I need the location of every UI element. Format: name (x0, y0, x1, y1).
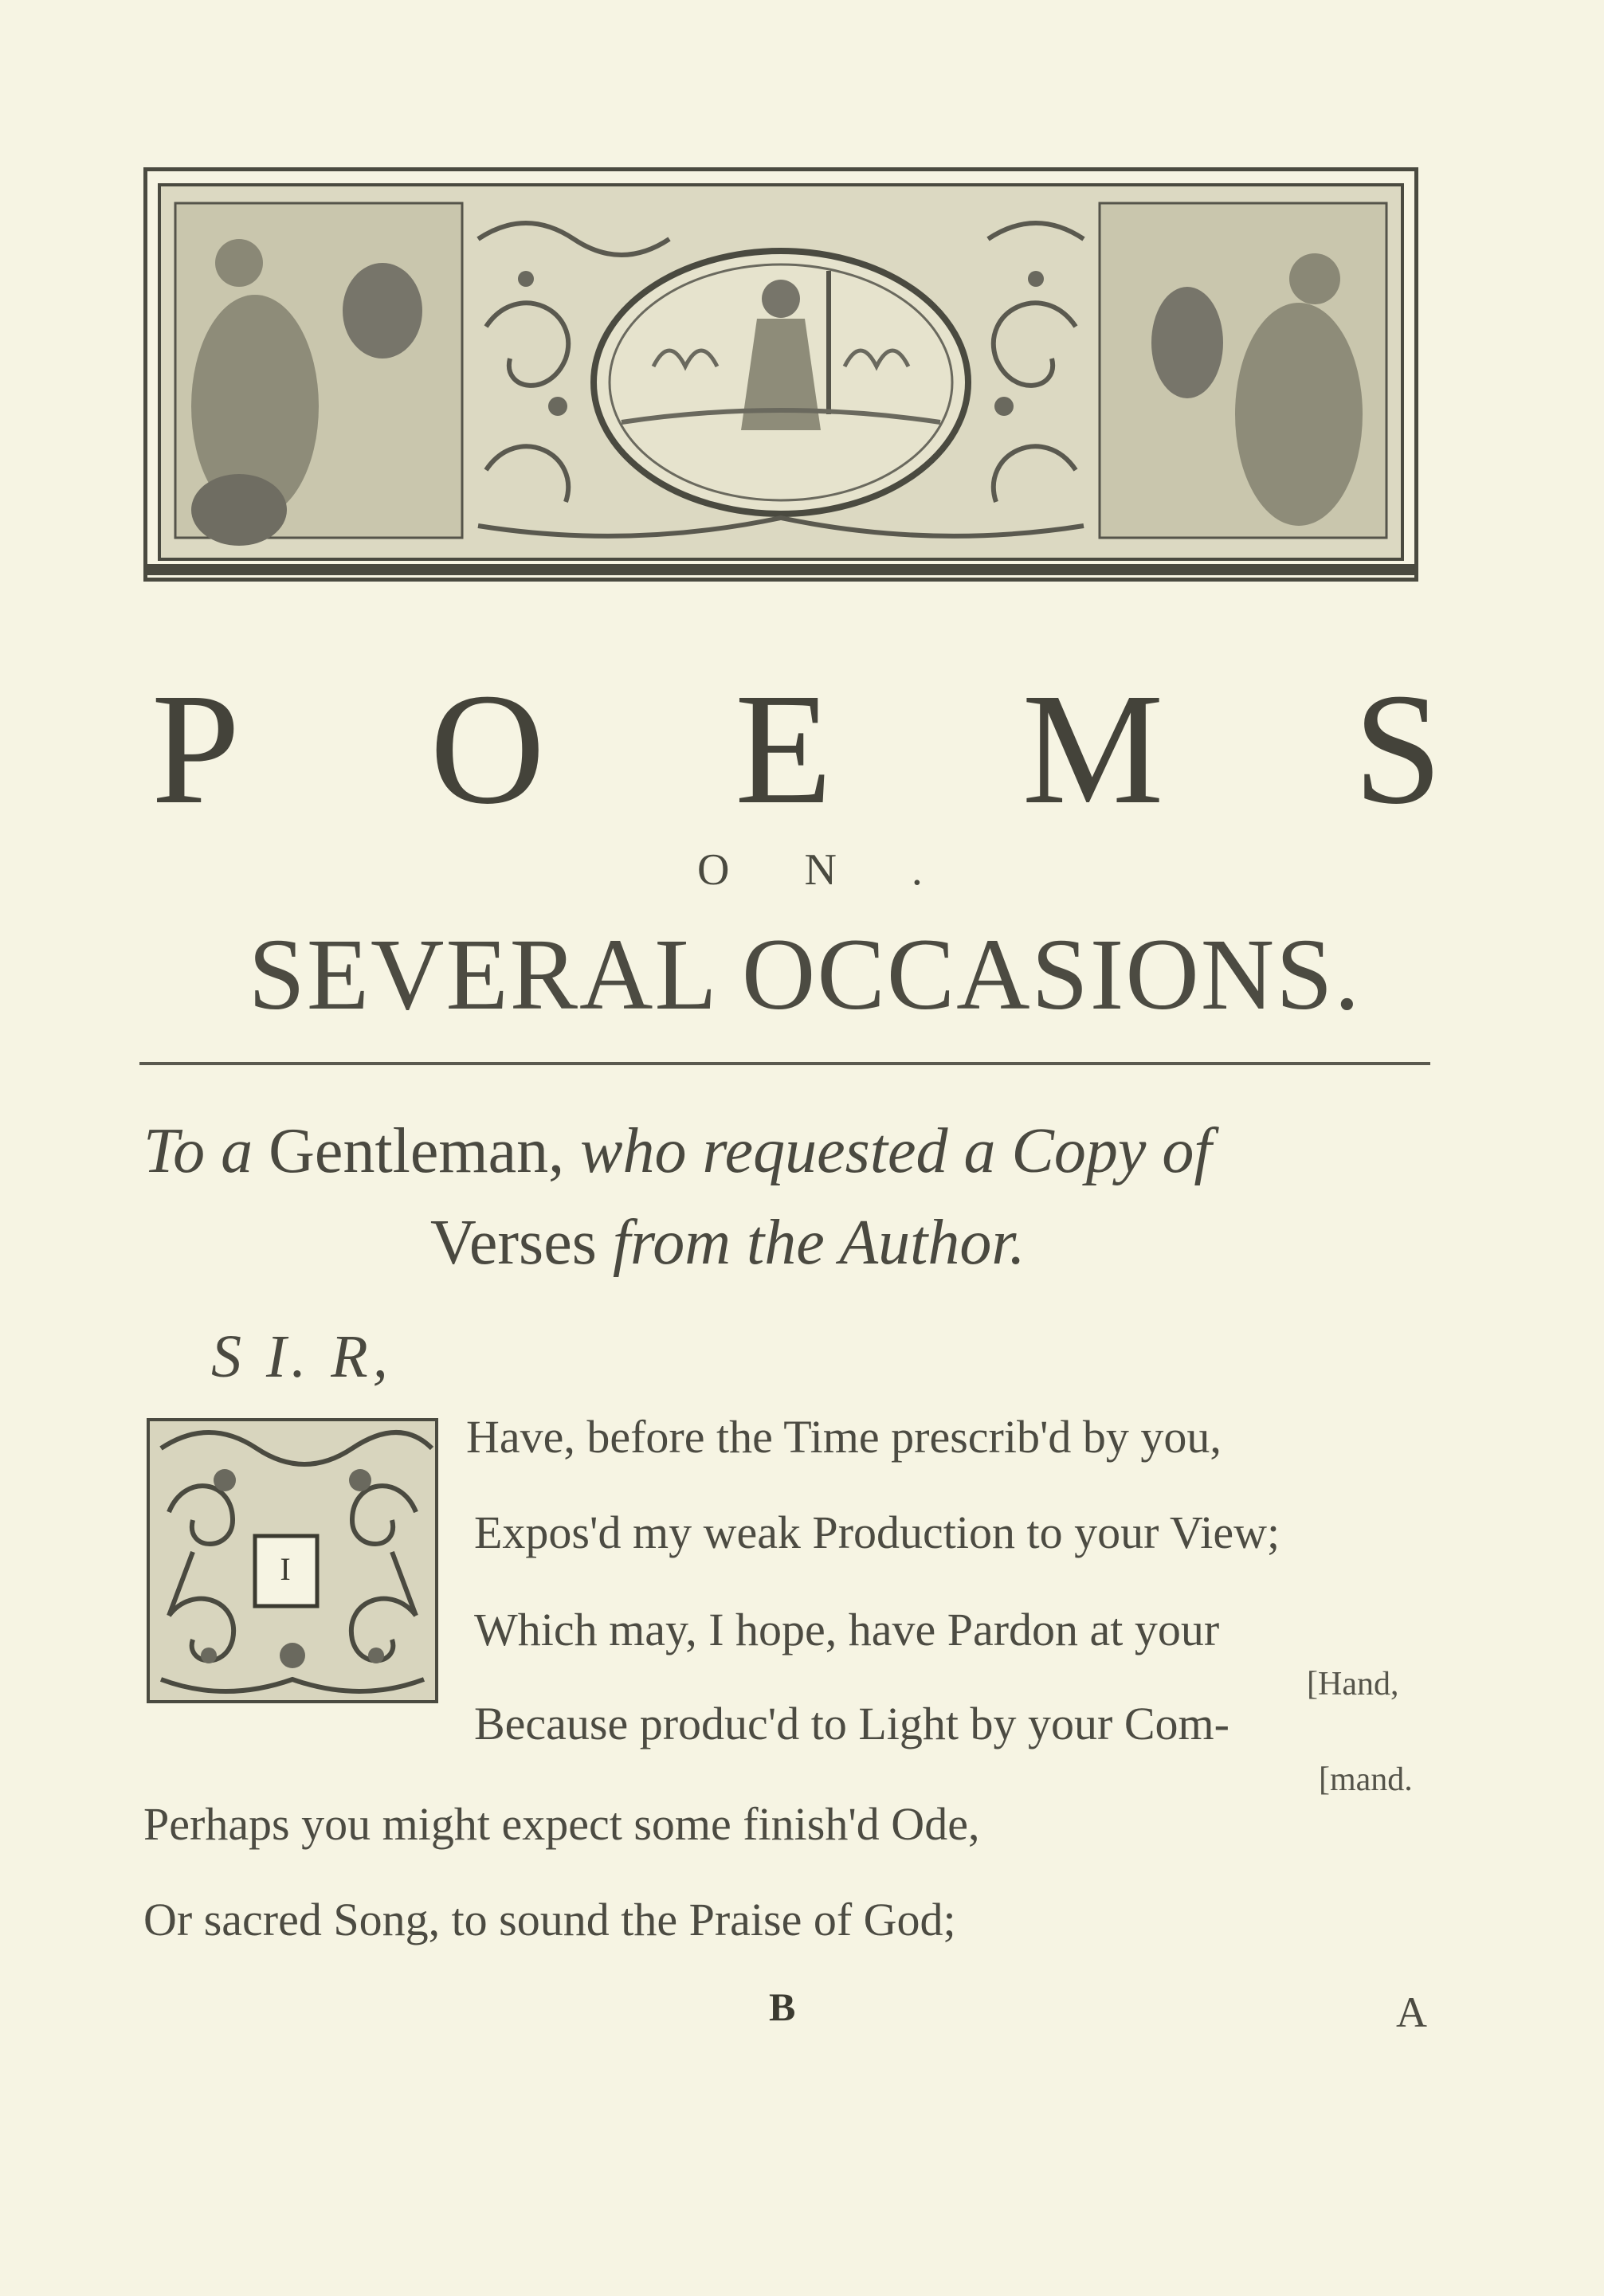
salutation: S I. R, (211, 1323, 393, 1390)
title-letter: S (1353, 660, 1442, 837)
title-letter: E (735, 660, 833, 837)
poem-line-1: Have, before the Time prescrib'd by you, (466, 1411, 1222, 1463)
poem-turnover-2: [mand. (1319, 1761, 1413, 1798)
heading-text: who requested a Copy of (580, 1116, 1212, 1186)
title-poems (151, 660, 1442, 837)
poem-line-5: Perhaps you might expect some finish'd Ode, (143, 1798, 980, 1850)
heading-text: from the Author. (612, 1208, 1026, 1278)
woodcut-ornament-graphic (143, 167, 1418, 582)
title-rule (139, 1062, 1430, 1065)
heading-text: Gentleman, (269, 1116, 581, 1186)
title-letter: O (429, 660, 545, 837)
poem-turnover-1: [Hand, (1307, 1666, 1399, 1702)
poem-line-6: Or sacred Song, to sound the Praise of God; (143, 1894, 956, 1945)
poem-heading-line-2 (430, 1207, 1026, 1279)
heading-text: Verses (430, 1208, 613, 1278)
title-on: O N . (697, 845, 955, 895)
poem-heading-line-1 (143, 1115, 1442, 1188)
catchword: A (1396, 1988, 1427, 2036)
dropcap-letter: I (280, 1551, 291, 1587)
title-several-occasions: SEVERAL OCCASIONS. (248, 918, 1362, 1031)
poem-line-2: Expos'd my weak Production to your View; (474, 1507, 1280, 1558)
signature-mark: B (769, 1985, 796, 2029)
heading-text: To a (143, 1116, 269, 1186)
title-letter: M (1022, 660, 1164, 837)
poem-line-4: Because produc'd to Light by your Com- (474, 1698, 1229, 1749)
title-letter: P (151, 660, 241, 837)
headpiece-ornament (143, 167, 1418, 582)
poem-line-3: Which may, I hope, have Pardon at your (474, 1604, 1220, 1655)
